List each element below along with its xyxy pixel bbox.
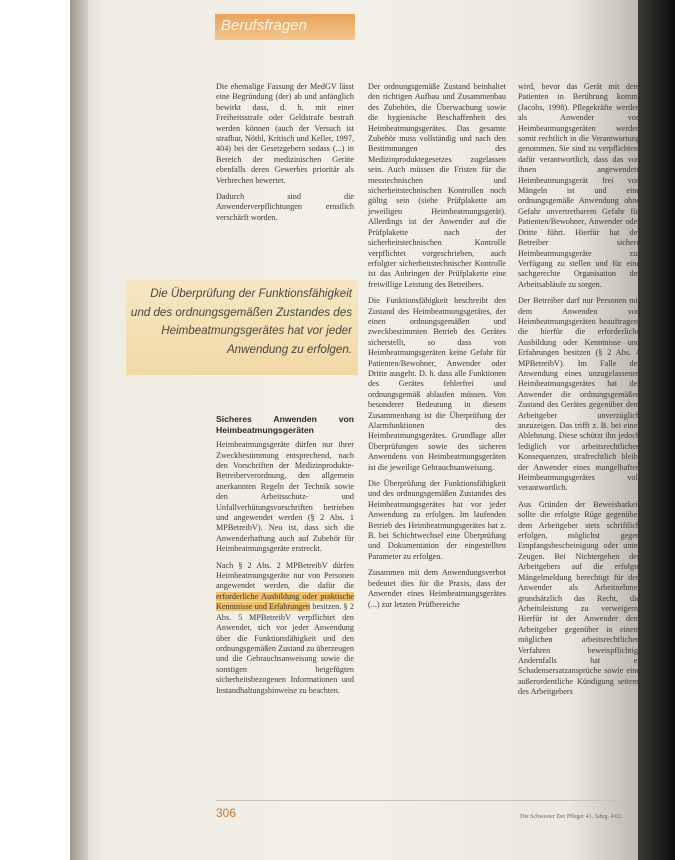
footer-rule [216,800,636,801]
paragraph: Der Betreiber darf nur Personen mit dem Anwenden von Heimbeatmungsgeräten beauftragen, die hierfür die erforderliche Ausbildung oder Kenntnisse und Erfahrungen besitzen (§ 2 Abs. 4 MPBetreibV). Im Falle der Anwendung eines unzugelassenen Heimbeatmungsgerätes hat der Anwender die ordnungsgemäßen Zustand des Gerätes gegenüber dem Arbeitgeber unverzüglich anzuzeigen. Das trifft z. B. bei einer Ablehnung. Diese schützt ihn jedoch lediglich vor arbeitsrechtlichen Konsequenzen, strafrechtlich bleibt der Anwender eines mangelhaften Heimbeatmungsgerätes voll verantwortlich. [518,296,640,493]
text-run: Nach § 2 Abs. 2 MPBetreibV dürfen Heimbeatmungsgeräte nur von Personen angewendet werden, die dafür die [216,560,354,591]
paragraph: Die Funktionsfähigkeit beschreibt den Zustand des Heimbeatmungsgerätes, der einen ordnungsgemäßen und zweckbestimmten Betrieb des Gerätes sicherstellt, so dass von Heimbeatmungsgeräten keine Gefahr für Patienten/Bewohner, Anwender oder Dritte ausgeht. D. h. dass alle Funktionen des Gerätes fehlerfrei und ordnungsgemäß ablaufen müssen. Von besonderer Bedeutung in diesem Zusammenhang ist die Überprüfung der Alarmfunktionen des Heimbeatmungsgerätes. Grundlage aller Überprüfungen sowie des sicheren Anwendens von Heimbeatmungsgeräten ist die jeweilige Gebrauchsanweisung. [368,296,506,472]
section-title: Berufsfragen [221,17,307,34]
book-spine-shadow [70,0,88,860]
column-3 [518,82,640,704]
paragraph-highlighted [216,561,354,696]
subheading: Sicheres Anwenden von Heimbeatmungsgeräten [216,414,354,435]
paragraph: wird, bevor das Gerät mit dem Patienten in Berührung kommt (Jacobs, 1998). Pflegekräfte werden als Anwender von Heimbeatmungsgeräten werden somit rechtlich in die Verantwortung genommen. Sie sind zu verpflichten, dafür verantwortlich, dass das von ihnen angewendete Heimbeatmungsgerät frei von Mängeln ist und eine ordnungsgemäße Anwendung ohne Gefahr unvertretbarem Gefahr für Patienten/Bewohner, Anwender oder Dritte führt. Hierfür hat der Betreiber sichere Heimbeatmungsgeräte zur Verfügung zu stellen und für eine sachgerechte Organisation der Arbeitsabläufe zu sorgen. [518,82,640,289]
column-1-top [216,82,354,229]
paragraph: Die ehemalige Fassung der MedGV lässt eine Begründung (der) ab und anfänglich bewirkt dass, d. h. mit einer Freiheitsstrafe oder Geldstrafe bestraft werden können (auch der Versuch ist strafbar, Nöthl, Kritisch und Keller, 1997, 404) bei der Gesetzgebern sodass (...) in Bereich der medizinischen Geräte ebenfalls deren Gewerbes prioritär als Verbrechen bewertet. [216,82,354,185]
page-edge-shadow [638,0,675,860]
paragraph: Heimbeatmungsgeräte dürfen nur ihrer Zweckbestimmung entsprechend, nach den Vorschriften der Medizinprodukte-Betreiberverordnung, den allgemein anerkannten Regeln der Technik sowie den Arbeitsschutz- und Unfallverhütungsvorschriften betrieben und angewendet werden (§ 2 Abs. 1 MPBetreibV). Neu ist, dass sich die Anwenderhaftung auch auf Zubehör für Heimbeatmungsgeräte erstreckt. [216,440,354,554]
section-header [215,14,355,40]
paragraph: Dadurch sind die Anwenderverpflichtungen ernstlich verschärft worden. [216,192,354,222]
page-number: 306 [216,806,237,820]
highlighted-text: erforderliche Ausbildung oder praktische Kenntnisse und Erfahrungen [216,591,354,612]
paragraph: Der ordnungsgemäße Zustand beinhaltet den richtigen Aufbau und Zusammenbau des Zubehörs, die Überwachung sowie die hygienische Beschaffenheit des Heimbeatmungsgerätes. Das gesamte Zubehör muss vollständig und nach den Bestimmungen des Medizinproduktegesetzes zugelassen sein. Auch müssen die Fristen für die messtechnischen und sicherheitstechnischen Kontrollen noch gültig sein (siehe Prüfplakette am jeweiligen Heimbeatmungsgerät). Allerdings ist der Anwender auf die Prüfplakette nach der sicherheitstechnischen Kontrolle verpflichtet vorgeschrieben, auch erfolgter sicherheitstechnischer Kontrolle ist das Anbringen der Prüfplakette eine freiwillige Leistung des Betreibers. [368,82,506,289]
pull-quote: Die Überprüfung der Funktionsfähigkeit und des ordnungsgemäßen Zustandes des Heimbeatmungsgerätes hat vor jeder Anwendung zu erfolgen. [126,280,358,375]
publication-footer: Die Schwester Der Pfleger 41. Jahrg. 4/02 [520,814,622,820]
paragraph: Aus Gründen der Beweisbarkeit sollte die erfolgte Rüge gegenüber dem Arbeitgeber stets schriftlich erfolgen, möglichst gegen Empfangsbescheinigung oder unter Zeugen. Bei Nichtergehen des Arbeitgebers auf die erfolgte Mängelmeldung berechtigt für den Anwender als Arbeitnehmer grundsätzlich das Recht, die Arbeitsleistung zu verweigern. Hierfür ist der Anwender dem Arbeitgeber gegenüber in einem möglichen arbeitsrechtlichen Verfahren beweispflichtig. Andernfalls hat er Schadensersatzansprüche sowie eine außerordentliche Kündigung seitens des Arbeitgebers [518,499,640,697]
paragraph: Die Überprüfung der Funktionsfähigkeit und des ordnungsgemäßen Zustandes des Heimbeatmungsgerätes hat vor jeder Anwendung zu erfolgen. Im laufenden Betrieb des Heimbeatmungsgerätes hat z. B. bei Schichtwechsel eine Überprüfung und Dokumentation der eingestellten Parameter zu erfolgen. [368,479,506,561]
paragraph: Zusammen mit dem Anwendungsverbot bedeutet dies für die Praxis, dass der Anwender eines Heimbeatmungsgerätes (...) zur letzten Prüfbereiche [368,568,506,609]
column-2 [368,82,506,616]
text-run: besitzen. § 2 Abs. 5 MPBetreibV verpflichtet den Anwender, sich vor jeder Anwendung über die Funktionsfähigkeit und den ordnungsgemäßen Zustand zu überzeugen und die Gebrauchsanweisung sowie die sonstigen beigefügten sicherheitsbezogenen Informationen und Instandhaltungshinweise zu beachten. [216,602,355,695]
column-1-bottom [216,414,354,702]
